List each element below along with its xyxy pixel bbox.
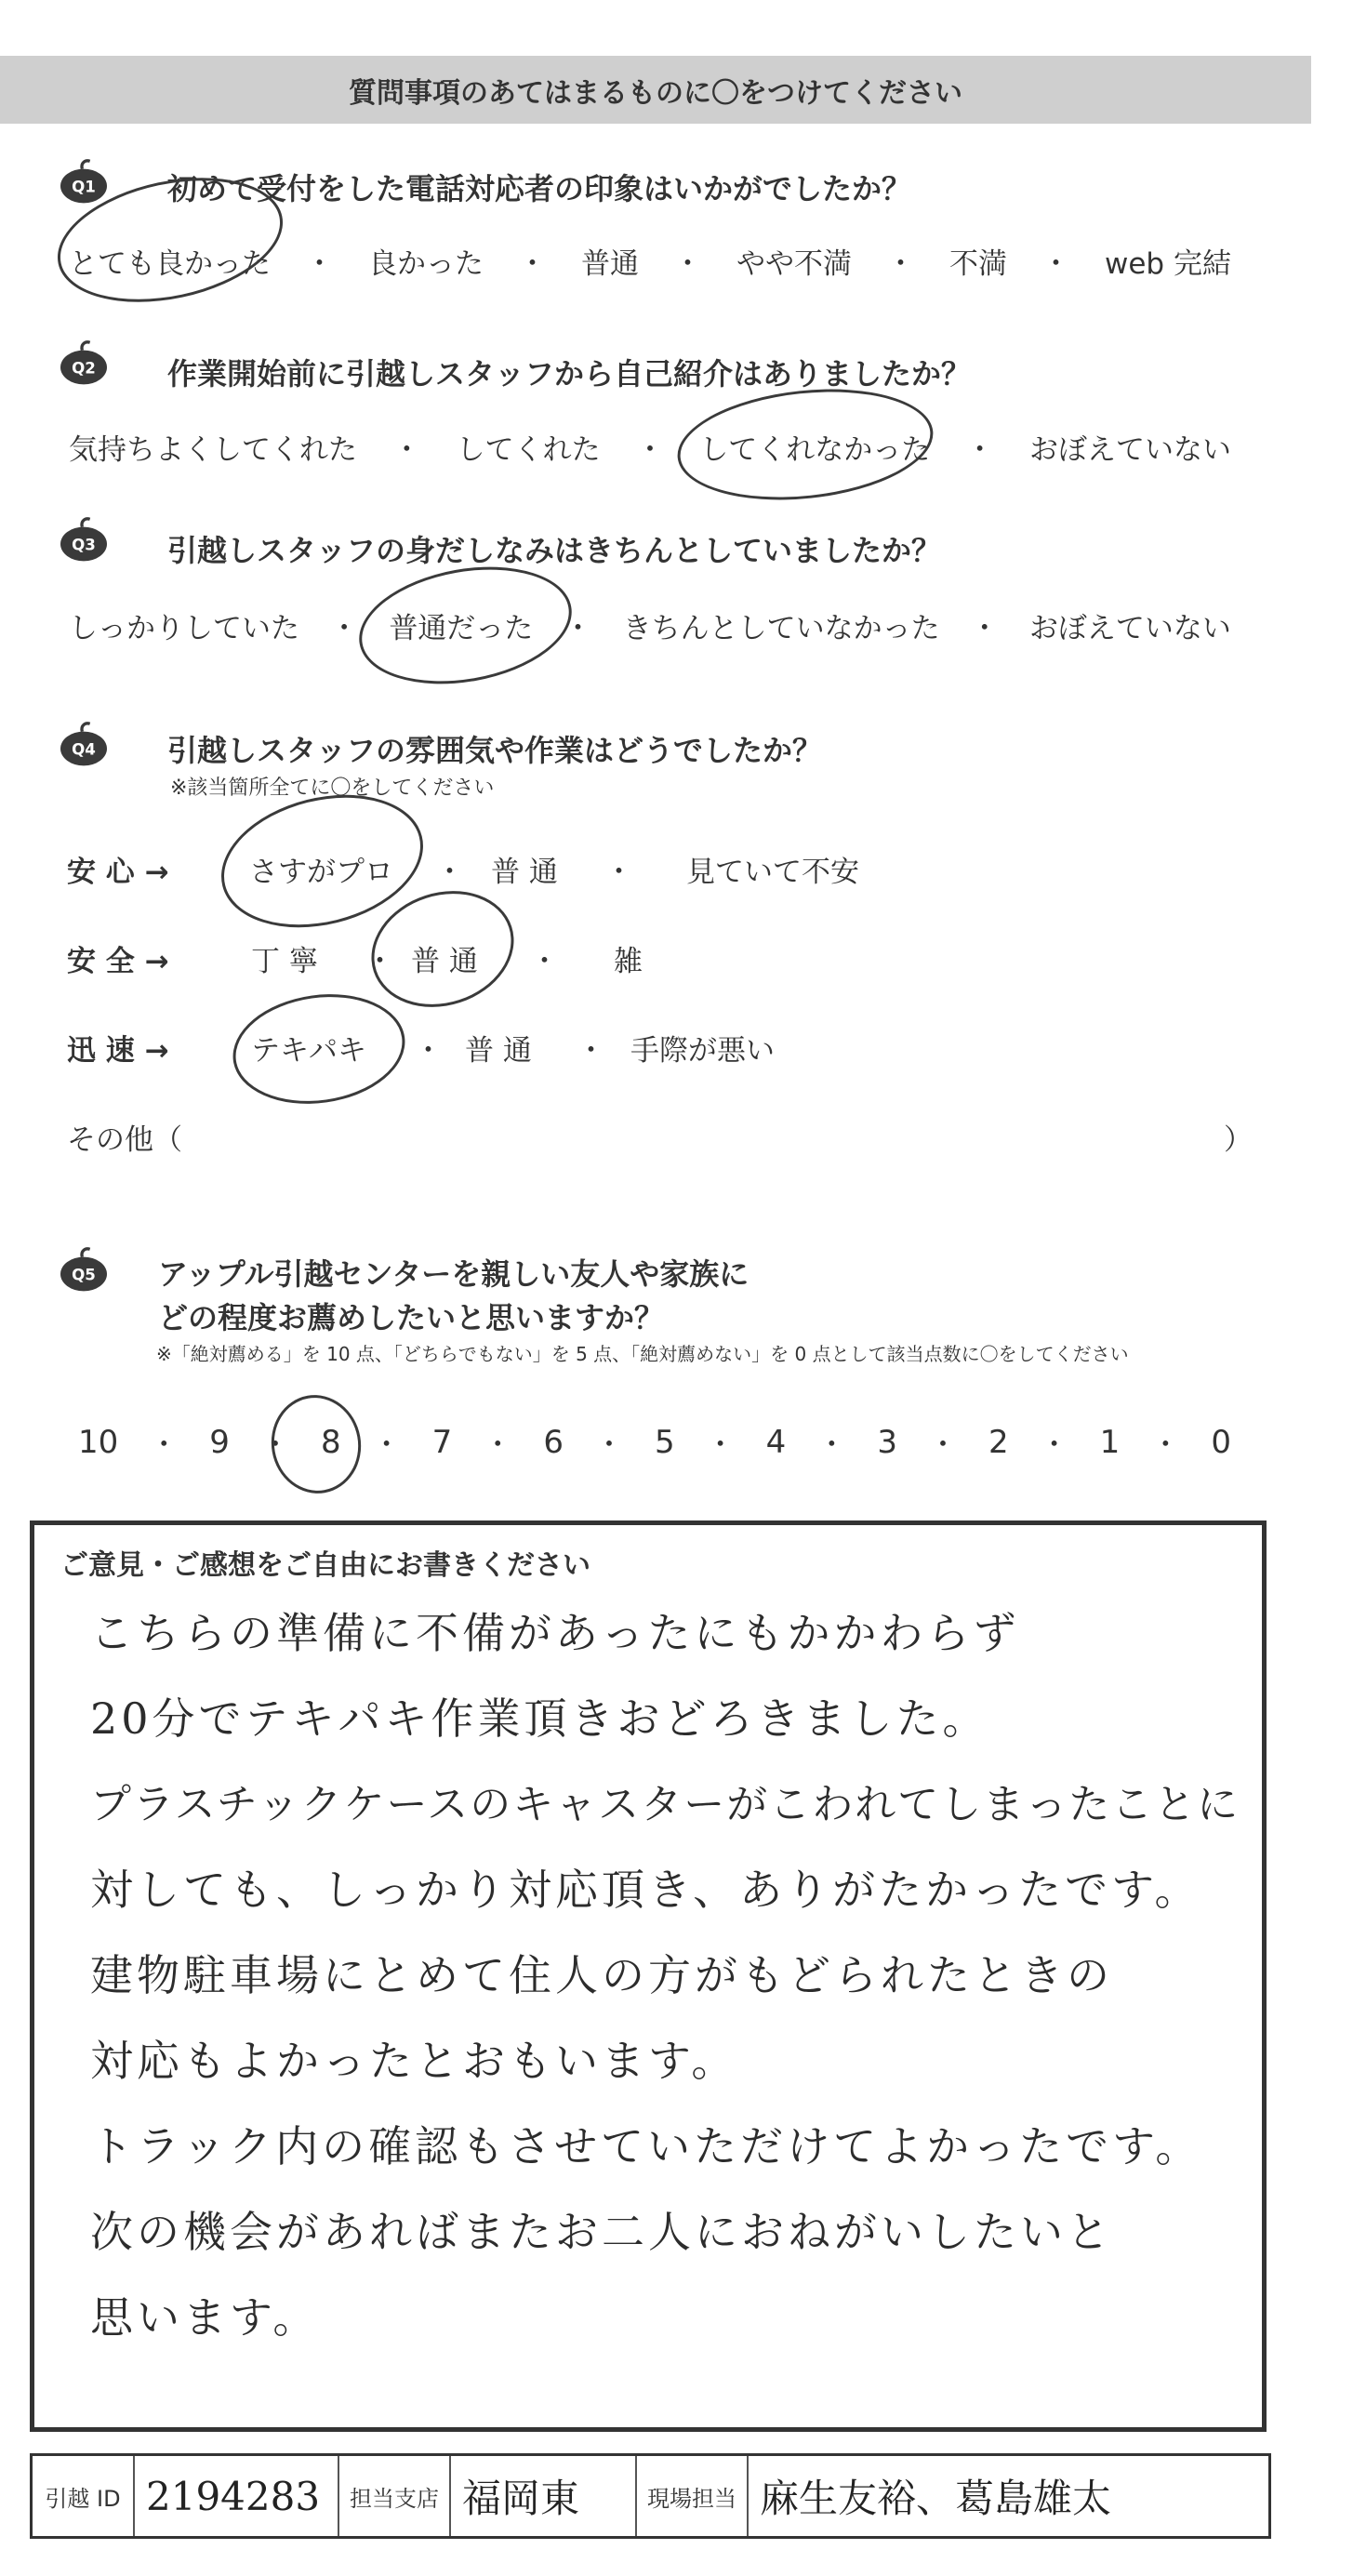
q2-title: 作業開始前に引越しスタッフから自己紹介はありましたか？ [167,356,972,392]
score-option[interactable]: 0 [1211,1423,1231,1461]
staff-value: 麻生友裕、葛島雄太 [760,2476,1112,2521]
score-option[interactable]: 4 [765,1423,787,1461]
q2-badge: Q2 [72,359,96,378]
separator: ・ [965,433,995,467]
score-option[interactable]: 6 [543,1423,564,1461]
comment-line: 20分でテキパキ作業頂きおどろきました。 [90,1693,989,1744]
separator: ・ [483,1428,512,1462]
apple-badge-icon [54,1246,113,1293]
q5-scale [78,1421,1231,1463]
comments-title: ご意見・ご感想をご自由にお書きください [60,1549,590,1582]
comment-line: プラスチックケースのキャスターがこわれてしまったことに [90,1781,1240,1828]
separator: ・ [149,1428,179,1462]
q1-option[interactable]: やや不満 [736,247,852,281]
comment-line: こちらの準備に不備があったにもかかわらず [90,1608,1020,1658]
q2-option[interactable]: 気持ちよくしてくれた [69,433,357,467]
score-option[interactable]: 10 [78,1423,119,1461]
staff-label: 現場担当 [647,2485,736,2512]
q4-row2-option[interactable]: 雑 [614,945,643,978]
staff-value-cell[interactable] [749,2456,1268,2536]
q4-note: ※該当箇所全てに〇をしてください [170,777,495,800]
q3-option[interactable]: きちんとしていなかった [622,612,940,645]
separator: ・ [435,856,464,889]
separator: ・ [329,612,359,645]
separator: ・ [1040,1428,1069,1462]
q1-option[interactable]: 良かった [368,247,484,281]
q1-option[interactable]: 不満 [949,247,1007,281]
separator: ・ [706,1428,736,1462]
q4-row-label: 迅 速 → [67,1034,169,1068]
q4-row3-answer-circle [226,984,412,1115]
separator: ・ [530,945,559,978]
score-option[interactable]: 3 [877,1423,897,1461]
separator: ・ [372,1428,402,1462]
score-option[interactable]: 5 [654,1423,675,1461]
q4-row-label: 安 全 → [67,945,169,978]
q4-row1-option[interactable]: 見ていて不安 [686,856,859,889]
q4-row2-option[interactable]: 普 通 [411,945,478,978]
staff-label-cell [637,2456,749,2536]
q4-badge: Q4 [72,740,96,759]
q5-title-line1: アップル引越センターを親しい友人や家族に [158,1256,749,1292]
comment-line: 対しても、しっかり対応頂き、ありがたかったです。 [90,1865,1201,1915]
separator: ・ [970,612,1000,645]
id-label: 引越 ID [45,2485,121,2512]
q5-note: ※「絶対薦める」を 10 点、「どちらでもない」を 5 点、「絶対薦めない」を 0 点として該当点数に〇をしてください [156,1343,1129,1365]
id-value-cell[interactable] [135,2456,339,2536]
q5-badge: Q5 [72,1266,96,1284]
separator: ・ [886,247,915,281]
comment-line: 思います。 [90,2292,320,2343]
question-5 [54,1246,113,1296]
q1-option[interactable]: 普通 [581,247,639,281]
comment-line: 建物駐車場にとめて住人の方がもどられたときの [90,1950,1113,2000]
id-label-cell [33,2456,135,2536]
score-option[interactable]: 7 [431,1423,453,1461]
q3-options [69,604,1231,646]
question-2 [54,339,113,390]
separator: ・ [518,247,547,281]
separator: ・ [1150,1428,1180,1462]
q1-title: 初めて受付をした電話対応者の印象はいかがでしたか？ [167,171,912,206]
score-option[interactable]: 9 [209,1423,230,1461]
q4-row2-option[interactable]: 丁 寧 [251,945,318,978]
separator: ・ [673,247,702,281]
branch-value-cell[interactable] [451,2456,637,2536]
q4-row3-option[interactable]: テキパキ [251,1034,366,1068]
branch-label: 担当支店 [350,2485,439,2512]
separator: ・ [1041,247,1070,281]
separator: ・ [635,433,665,467]
q5-answer-circle [264,1388,369,1500]
q1-badge: Q1 [72,178,96,196]
separator: ・ [260,1428,290,1462]
separator: ・ [594,1428,624,1462]
separator: ・ [563,612,592,645]
score-option[interactable]: 2 [988,1423,1009,1461]
question-3 [54,516,113,566]
separator: ・ [305,247,334,281]
separator: ・ [365,945,394,978]
q1-option[interactable]: web 完結 [1105,247,1231,281]
q3-answer-circle [350,551,581,699]
apple-badge-icon [54,158,113,205]
q5-title-line2: どの程度お薦めしたいと思いますか？ [158,1300,665,1335]
apple-badge-icon [54,516,113,563]
comment-line: 対応もよかったとおもいます。 [90,2036,738,2086]
q2-answer-circle [672,378,939,511]
q4-row3-option[interactable]: 普 通 [465,1034,532,1068]
q2-options [69,426,1231,468]
q4-row1-option[interactable]: さすがプロ [249,856,393,889]
comment-line: 次の機会があればまたお二人におねがいしたいと [90,2207,1113,2257]
q3-title: 引越しスタッフの身だしなみはきちんとしていましたか？ [167,533,942,568]
separator: ・ [928,1428,958,1462]
score-option[interactable]: 1 [1099,1423,1121,1461]
q4-title: 引越しスタッフの雰囲気や作業はどうでしたか？ [167,733,823,768]
q2-option[interactable]: してくれた [456,433,601,467]
header-title: 質問事項のあてはまるものに〇をつけてください [349,76,962,110]
id-value: 2194283 [146,2473,321,2519]
q3-badge: Q3 [72,536,96,554]
comments-box[interactable] [30,1520,1267,2432]
q3-option[interactable]: おぼえていない [1028,612,1231,645]
question-4 [54,721,113,771]
branch-value: 福岡東 [462,2476,580,2521]
q1-option[interactable]: とても良かった [69,247,271,281]
survey-header [0,56,1311,124]
q3-option[interactable]: しっかりしていた [69,612,299,645]
q2-option[interactable]: おぼえていない [1028,433,1231,467]
footer-table [30,2453,1271,2539]
q4-row3-option[interactable]: 手際が悪い [630,1034,775,1068]
q3-option[interactable]: 普通だった [389,612,534,645]
separator: ・ [604,856,633,889]
q4-row-label: 安 心 → [67,856,169,889]
separator: ・ [391,433,421,467]
q4-row1-option[interactable]: 普 通 [491,856,558,889]
separator: ・ [414,1034,443,1068]
apple-badge-icon [54,339,113,386]
apple-badge-icon [54,721,113,767]
separator: ・ [816,1428,846,1462]
q2-option[interactable]: してくれなかった [699,433,931,467]
q4-other-label: その他（ [67,1123,182,1157]
comment-line: トラック内の確認もさせていただけてよかったです。 [90,2121,1202,2171]
branch-label-cell [339,2456,451,2536]
separator: ・ [577,1034,605,1068]
score-option[interactable]: 8 [320,1423,341,1461]
q4-other-close: ） [1224,1123,1253,1157]
